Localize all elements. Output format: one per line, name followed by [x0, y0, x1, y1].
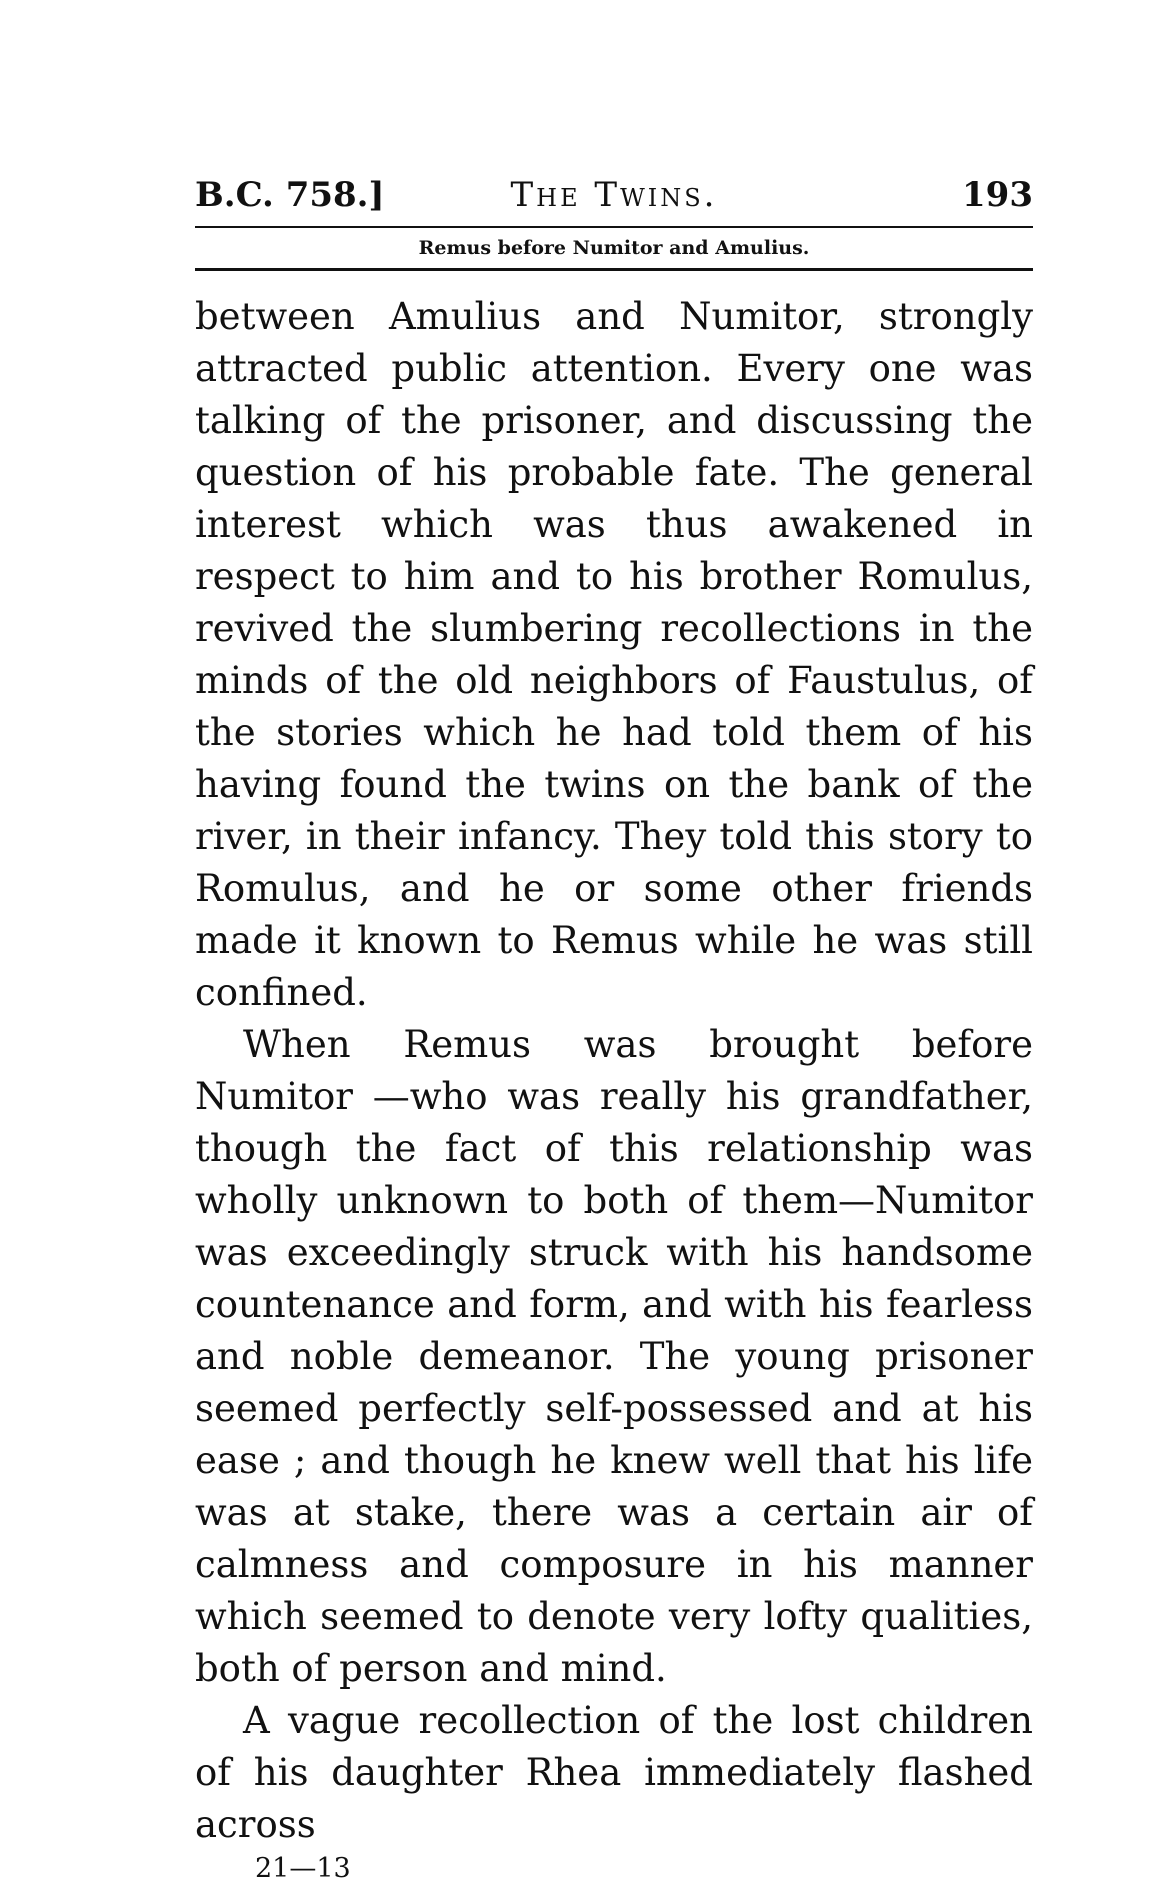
header-date: B.C. 758.] — [195, 175, 385, 215]
header-title: The Twins. — [510, 175, 718, 215]
signature-mark: 21—13 — [255, 1853, 351, 1884]
paragraph: When Remus was brought before Numitor —who was really his grandfather, though the fact of this relationship was wholly unknown to both of them—Numitor was exceedingly struck with his handsome countenance and form, and with his fearless and noble demeanor. The young prisoner seemed perfectly self-possessed and at his ease ; and though he knew well that his life was at stake, there was a certain air of calmness and composure in his manner which seemed to denote very lofty qualities, both of person and mind. — [195, 1023, 1033, 1690]
subheading-rule — [195, 268, 1033, 271]
section-subheading: Remus before Numitor and Amulius. — [418, 237, 810, 259]
running-head — [195, 168, 1033, 222]
page-number: 193 — [962, 175, 1033, 215]
paragraph-continued: between Amulius and Numitor, strongly attracted public attention. Every one was talking of the prisoner, and discussing the question of his probable fate. The general interest which was thus awakened in respect to him and to his brother Romulus, revived the slumbering recollections in the minds of the old neighbors of Faustulus, of the stories which he had told them of his having found the twins on the bank of the river, in their infancy. They told this story to Romulus, and he or some other friends made it known to Remus while he was still confined. — [195, 295, 1033, 1014]
book-page — [195, 168, 1033, 1887]
paragraph: A vague recollection of the lost children of his daughter Rhea immediately flashed across — [195, 1699, 1033, 1846]
